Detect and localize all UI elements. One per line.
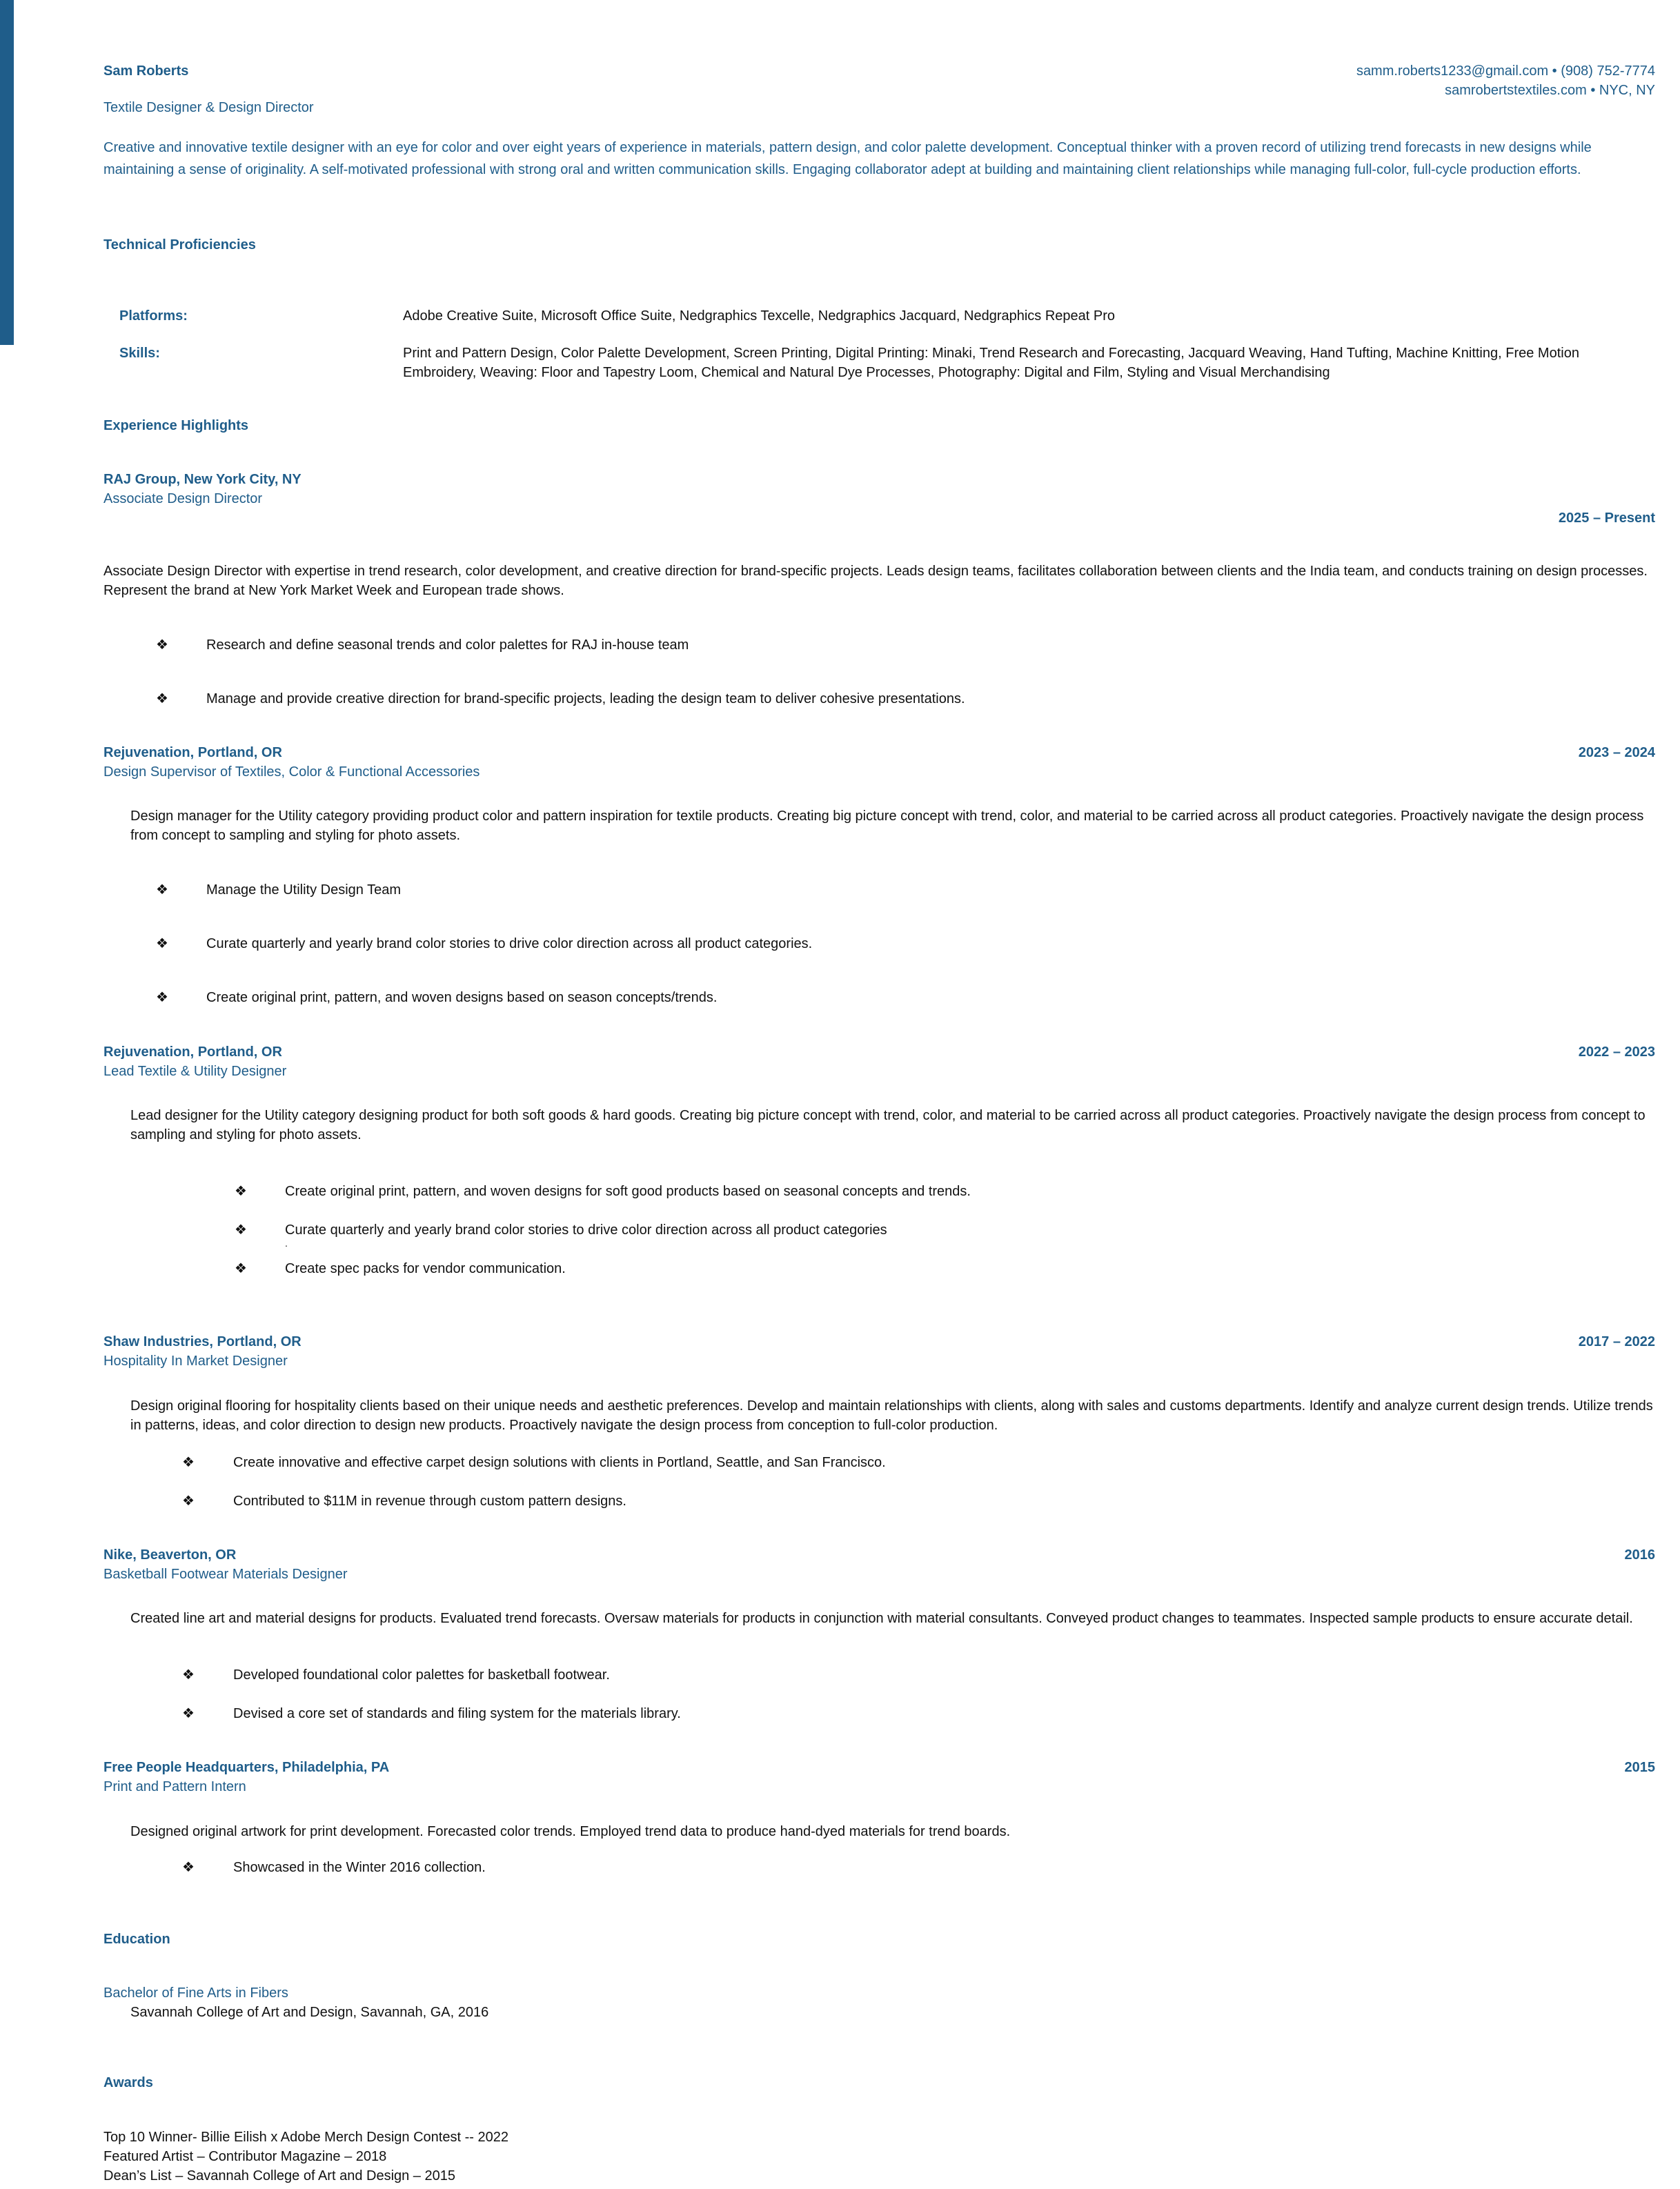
job-bullet: Create spec packs for vendor communication. [285, 1261, 566, 1276]
section-heading-technical: Technical Proficiencies [103, 237, 256, 252]
professional-title: Textile Designer & Design Director [103, 100, 314, 115]
job-description: Designed original artwork for print development. Forecasted color trends. Employed trend data to produce hand-dyed materials for trend boards. [130, 1824, 1011, 1839]
job-bullet: Showcased in the Winter 2016 collection. [233, 1860, 486, 1875]
job-description: Design original flooring for hospitality clients based on their unique needs and aesthetic preferences. Develop and maintain relationships with clients, along with sales and customs departments. Identify and analyze current design trends. Utilize trends in patterns, ideas, and color direction to design new products. Proactively navigate the design process from conception to full-color production. [130, 1398, 1653, 1433]
award-item: Top 10 Winner- Billie Eilish x Adobe Merch Design Contest -- 2022 [103, 2130, 508, 2145]
job-company: Free People Headquarters, Philadelphia, PA [103, 1760, 390, 1775]
job-bullet: Curate quarterly and yearly brand color stories to drive color direction across all product categories. [206, 936, 813, 951]
award-item: Dean’s List – Savannah College of Art and Design – 2015 [103, 2168, 455, 2183]
platforms-value: Adobe Creative Suite, Microsoft Office Suite, Nedgraphics Texcelle, Nedgraphics Jacquard, Nedgraphics Repeat Pro [403, 308, 1116, 324]
bullet-icon: ❖ [156, 637, 168, 653]
contact-line-2: samrobertstextiles.com • NYC, NY [1445, 83, 1655, 98]
job-bullet: Create innovative and effective carpet design solutions with clients in Portland, Seattle, and San Francisco. [233, 1455, 886, 1470]
bullet-icon: ❖ [235, 1261, 247, 1276]
award-item: Featured Artist – Contributor Magazine – 2018 [103, 2149, 387, 2164]
job-dates: 2015 [1624, 1760, 1655, 1775]
job-role: Basketball Footwear Materials Designer [103, 1567, 348, 1582]
bullet-icon: ❖ [235, 1222, 247, 1238]
bullet-icon: ❖ [182, 1667, 195, 1683]
job-dates: 2017 – 2022 [1578, 1334, 1655, 1349]
contact-line-1: samm.roberts1233@gmail.com • (908) 752-7774 [1356, 63, 1655, 79]
job-bullet: Manage and provide creative direction for brand-specific projects, leading the design team to deliver cohesive presentations. [206, 691, 965, 706]
section-heading-experience: Experience Highlights [103, 418, 249, 433]
bullet-icon: ❖ [182, 1860, 195, 1875]
bullet-icon: ❖ [235, 1184, 247, 1199]
education-school: Savannah College of Art and Design, Savannah, GA, 2016 [130, 2005, 489, 2020]
job-dates: 2016 [1624, 1547, 1655, 1563]
section-heading-education: Education [103, 1932, 170, 1947]
job-company: Rejuvenation, Portland, OR [103, 745, 282, 760]
job-bullet: Manage the Utility Design Team [206, 882, 401, 898]
job-dates: 2023 – 2024 [1578, 745, 1655, 760]
summary: Creative and innovative textile designer with an eye for color and over eight years of experience in materials, pattern design, and color palette development. Conceptual thinker with a proven record of utilizing trend forecasts in new designs while maintaining a sense of originality. A self-motivated professional with strong oral and written communication skills. Engaging collaborator adept at building and maintaining client relationships while managing full-color, full-cycle production efforts. [103, 140, 1592, 177]
job-bullet: Curate quarterly and yearly brand color stories to drive color direction across all product categories [285, 1222, 887, 1238]
job-bullet: Create original print, pattern, and woven designs for soft good products based on seasonal concepts and trends. [285, 1184, 971, 1199]
job-description: Created line art and material designs for products. Evaluated trend forecasts. Oversaw materials for products in conjunction with material consultants. Conveyed product changes to teammates. Inspected sample products to ensure accurate detail. [130, 1611, 1633, 1626]
bullet-icon: ❖ [182, 1455, 195, 1470]
job-bullet: Research and define seasonal trends and color palettes for RAJ in-house team [206, 637, 689, 653]
section-heading-awards: Awards [103, 2075, 153, 2090]
bullet-icon: ❖ [156, 936, 168, 951]
platforms-label: Platforms: [119, 308, 188, 324]
job-company: RAJ Group, New York City, NY [103, 472, 302, 487]
job-dates: 2025 – Present [1558, 511, 1655, 526]
bullet-icon: ❖ [156, 882, 168, 898]
accent-bar [0, 0, 14, 345]
stray-mark: . [285, 1238, 288, 1249]
job-bullet: Contributed to $11M in revenue through custom pattern designs. [233, 1494, 626, 1509]
job-role: Lead Textile & Utility Designer [103, 1064, 287, 1079]
job-role: Print and Pattern Intern [103, 1779, 246, 1794]
candidate-name: Sam Roberts [103, 63, 189, 79]
job-dates: 2022 – 2023 [1578, 1044, 1655, 1060]
skills-value: Print and Pattern Design, Color Palette Development, Screen Printing, Digital Printing: Minaki, Trend Research and Forecasting, Jacquard Weaving, Hand Tufting, Machine Knitting, Free Motion Embroidery, Weaving: Floor and Tapestry Loom, Chemical and Natural Dye Processes, Photography: Digital and Film, Styling and Visual Merchandising [403, 346, 1579, 380]
job-description: Lead designer for the Utility category designing product for both soft goods & hard goods. Creating big picture concept with trend, color, and material to be carried across all product categories. Proactively navigate the design process from concept to sampling and styling for photo assets. [130, 1108, 1646, 1142]
job-description: Design manager for the Utility category providing product color and pattern inspiration for textile products. Creating big picture concept with trend, color, and material to be carried across all product categories. Proactively navigate the design process from concept to sampling and styling for photo assets. [130, 809, 1644, 843]
bullet-icon: ❖ [156, 691, 168, 706]
bullet-icon: ❖ [182, 1706, 195, 1721]
skills-label: Skills: [119, 346, 160, 361]
job-role: Associate Design Director [103, 491, 263, 506]
job-company: Rejuvenation, Portland, OR [103, 1044, 282, 1060]
bullet-icon: ❖ [156, 990, 168, 1005]
job-bullet: Create original print, pattern, and woven designs based on season concepts/trends. [206, 990, 718, 1005]
job-bullet: Developed foundational color palettes for basketball footwear. [233, 1667, 610, 1683]
job-role: Hospitality In Market Designer [103, 1354, 288, 1369]
job-company: Shaw Industries, Portland, OR [103, 1334, 302, 1349]
job-description: Associate Design Director with expertise in trend research, color development, and creative direction for brand-specific projects. Leads design teams, facilitates collaboration between clients and the India team, and conducts training on design processes. Represent the brand at New York Market Week and European trade shows. [103, 564, 1648, 598]
job-role: Design Supervisor of Textiles, Color & Functional Accessories [103, 764, 480, 780]
job-company: Nike, Beaverton, OR [103, 1547, 237, 1563]
job-bullet: Devised a core set of standards and filing system for the materials library. [233, 1706, 681, 1721]
education-degree: Bachelor of Fine Arts in Fibers [103, 1985, 288, 2001]
bullet-icon: ❖ [182, 1494, 195, 1509]
